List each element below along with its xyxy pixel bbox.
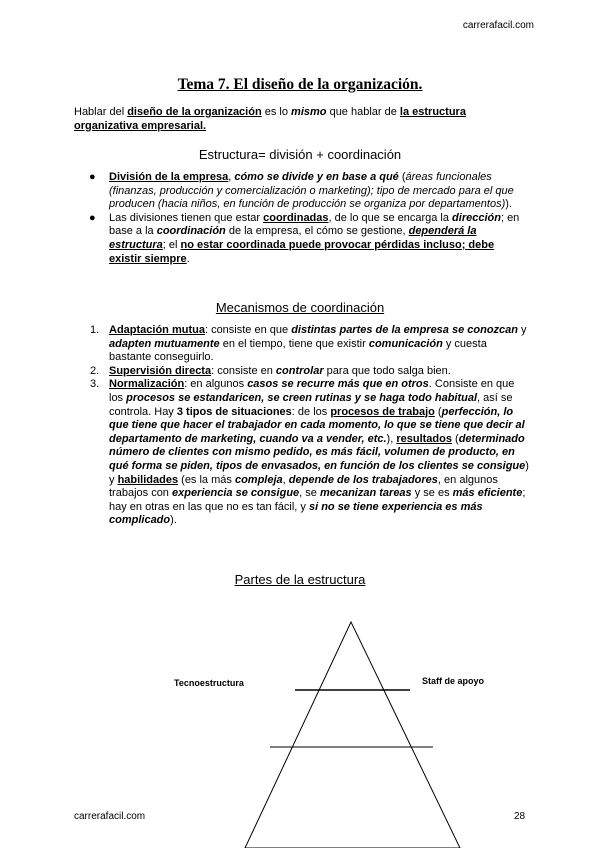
tecnoestructura-label: Tecnoestructura	[174, 678, 244, 688]
list-item: ● División de la empresa, cómo se divide y en base a qué (áreas funcionales (finanzas, producción y comercialización o marketing); tipo de mercado para el que producen (hacia niños, en función de producción se organiza por departamentos)).	[89, 171, 514, 211]
list-item: ● Las divisiones tienen que estar coordinadas, de lo que se encarga la dirección; en base a la coordinación de la empresa, el cómo se gestione, dependerá la estructura; el no estar coordinada puede provocar pérdidas incluso; debe existir siempre.	[89, 211, 520, 265]
formula-heading: Estructura= división + coordinación	[198, 147, 402, 162]
mecanismos-heading: Mecanismos de coordinación	[215, 300, 385, 315]
pyramid-outline	[245, 622, 460, 848]
list-item: 3. Normalización: en algunos casos se recurre más que en otros. Consiste en que los procesos se estandaricen, se creen rutinas y se haga todo habitual, así se controla. Hay 3 tipos de situaciones: de los procesos de trabajo (perfección, lo que tiene que hacer el trabajador en cada momento, lo que se tiene que decir al departamento de marketing, cuando va a vender, etc.), resultados (determinado número de clientes con mismo pedido, es más fácil, volumen de producto, en qué forma se piden, tipos de envasados, en función de los clientes se consigue) y habilidades (es la más compleja, depende de los trabajadores, en algunos trabajos con experiencia se consigue, se mecanizan tareas y se es más eficiente; hay en otras en las que no es tan fácil, y si no se tiene experiencia es más complicado).	[90, 378, 529, 527]
page-number: 28	[514, 811, 526, 822]
header-site: carrerafacil.com	[462, 20, 534, 31]
list-item: 1. Adaptación mutua: consiste en que distintas partes de la empresa se conozcan y adapten mutuamente en el tiempo, tiene que existir comunicación y cuesta bastante conseguirlo.	[90, 324, 527, 364]
staff-apoyo-label: Staff de apoyo	[422, 676, 485, 686]
intro-paragraph: Hablar del diseño de la organización es lo mismo que hablar de la estructura organizativa empresarial.	[74, 106, 466, 132]
bullet-icon: ●	[89, 211, 96, 224]
partes-heading: Partes de la estructura	[234, 572, 366, 587]
page-title: Tema 7. El diseño de la organización.	[177, 76, 423, 93]
bullet-icon: ●	[89, 171, 96, 183]
numbered-list	[74, 324, 529, 528]
bullet-list	[74, 171, 529, 266]
list-item: 2. Supervisión directa: consiste en controlar para que todo salga bien.	[90, 364, 451, 377]
footer-site: carrerafacil.com	[74, 811, 146, 822]
